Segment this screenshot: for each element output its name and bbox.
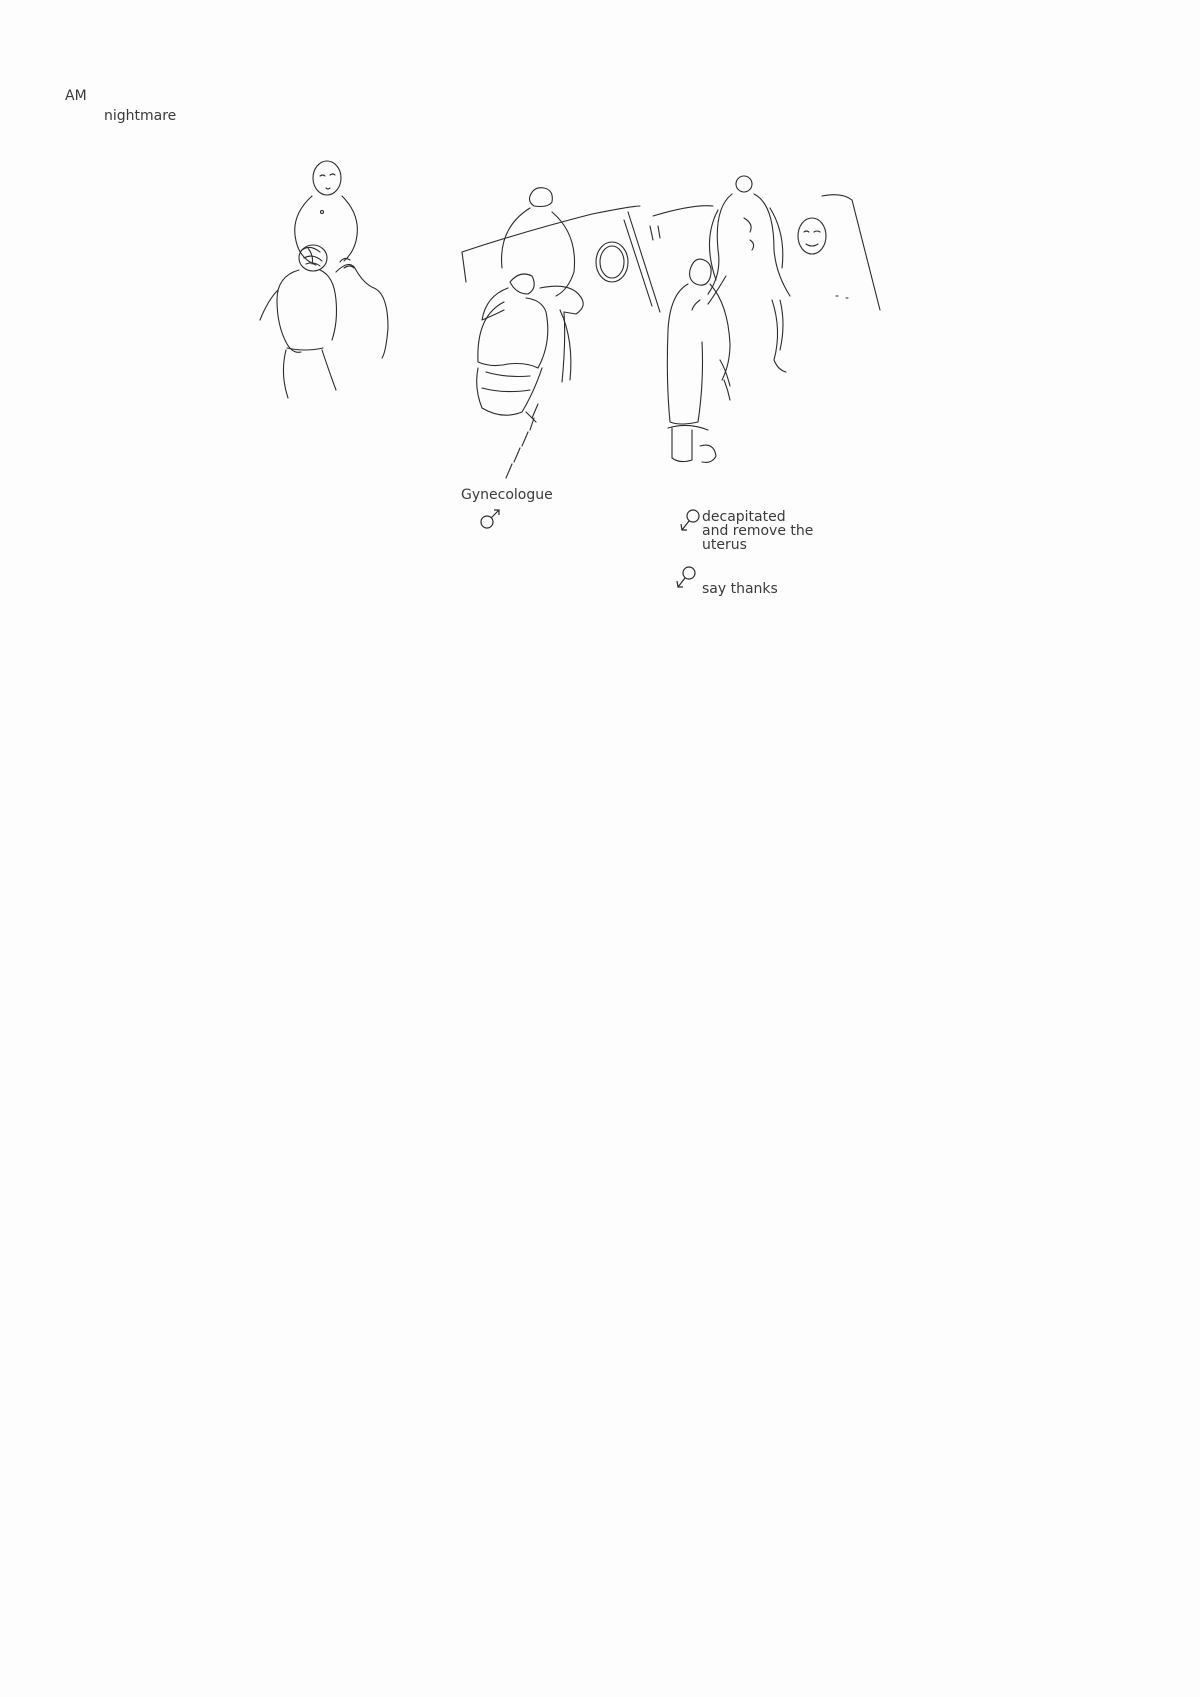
label-decapitated: decapitated and remove the uterus	[702, 509, 814, 553]
label-gynecologue: Gynecologue	[461, 487, 553, 503]
label-say-thanks: say thanks	[702, 581, 778, 597]
scene-2-sketch	[462, 188, 652, 478]
label-am: AM	[65, 88, 87, 104]
scene-3-sketch	[628, 176, 880, 462]
scene-1-sketch	[260, 161, 388, 398]
sketch-drawings	[0, 0, 1200, 700]
label-nightmare: nightmare	[104, 108, 177, 124]
female-symbol-icon	[674, 565, 700, 591]
male-symbol-icon	[478, 506, 504, 532]
female-symbol-icon	[678, 508, 704, 534]
